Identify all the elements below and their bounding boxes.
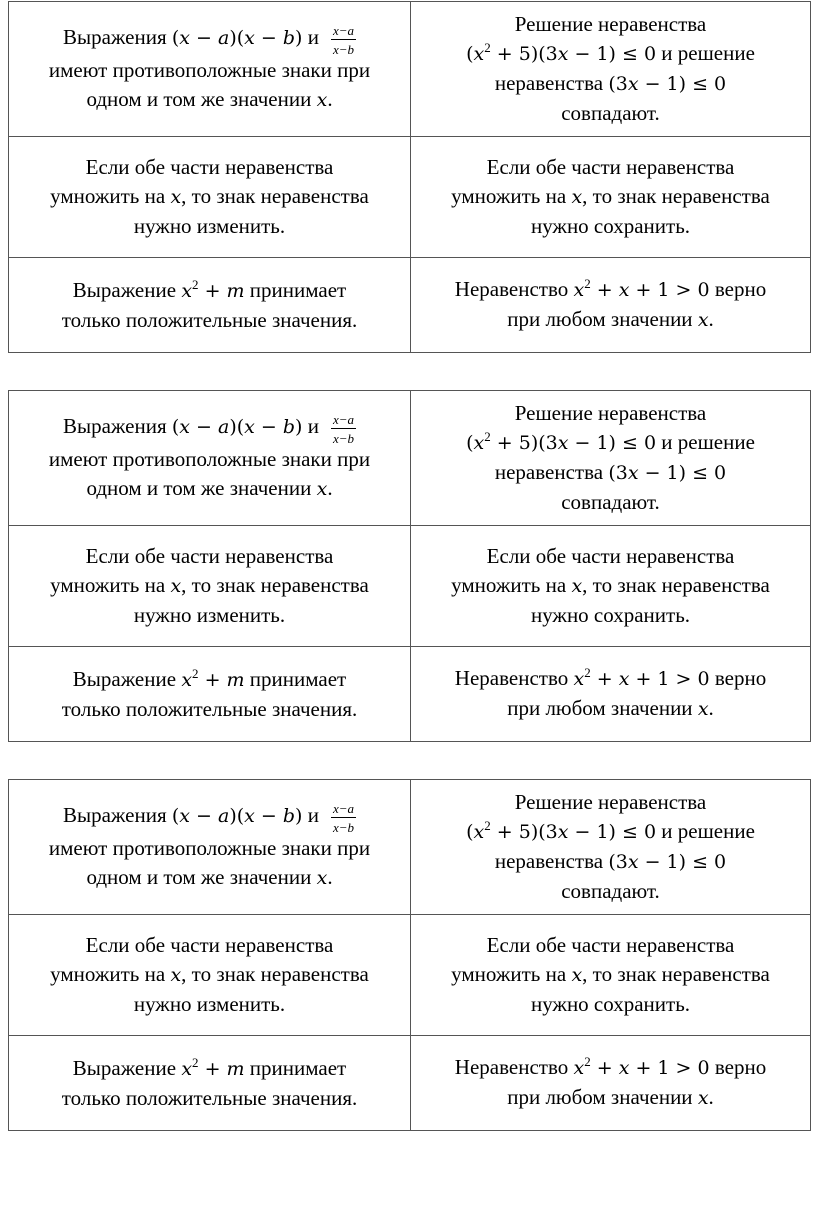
statement-text: Выражения bbox=[62, 25, 167, 50]
math-variable: 𝑥 bbox=[170, 575, 182, 597]
statement-text: принимает bbox=[244, 277, 347, 302]
punctuation: . bbox=[708, 1085, 714, 1109]
statement-text: Решение неравенства bbox=[514, 12, 707, 36]
math-variable: 𝑥 bbox=[697, 309, 709, 331]
statement-text: верно bbox=[709, 666, 767, 690]
statement-text: совпадают. bbox=[561, 879, 660, 903]
statement-text: только положительные значения. bbox=[61, 1085, 358, 1110]
statement-text: только положительные значения. bbox=[61, 696, 358, 721]
fraction-denominator: x−b bbox=[332, 41, 354, 57]
math-expression: + 𝑥 + 1 > 0 bbox=[590, 668, 710, 690]
statement-text: верно bbox=[709, 277, 767, 301]
statement-text: нужно сохранить. bbox=[530, 603, 691, 627]
exponent: 2 bbox=[192, 276, 199, 292]
statement-text: Выражения bbox=[62, 803, 167, 828]
card-expression-positive bbox=[9, 258, 411, 353]
statement-text: неравенства bbox=[494, 849, 609, 873]
statement-text: Неравенство bbox=[454, 666, 574, 690]
card-multiply-keep-sign bbox=[411, 526, 811, 647]
math-expression: + 𝑚 bbox=[198, 279, 245, 302]
math-variable: 𝑥 bbox=[170, 186, 182, 208]
punctuation: . bbox=[327, 864, 333, 889]
fraction-numerator: x−a bbox=[332, 800, 354, 816]
statement-text: , то знак неравенства bbox=[181, 184, 369, 208]
fraction-numerator: x−a bbox=[332, 22, 354, 38]
fraction-denominator: x−b bbox=[332, 819, 354, 835]
fraction-numerator: x−a bbox=[332, 411, 354, 427]
punctuation: . bbox=[327, 86, 333, 111]
statement-text: при любом значении bbox=[507, 307, 698, 331]
card-inequality-solutions-match bbox=[411, 2, 811, 137]
card-table-3 bbox=[8, 779, 811, 1131]
statement-text: умножить на bbox=[50, 573, 171, 597]
exponent: 2 bbox=[484, 818, 491, 833]
math-expression: (𝑥 bbox=[466, 432, 485, 454]
statement-text: умножить на bbox=[451, 573, 572, 597]
statement-text: неравенства bbox=[494, 71, 609, 95]
statement-text: Неравенство bbox=[454, 277, 574, 301]
card-multiply-change-sign bbox=[9, 526, 411, 647]
math-expression: (3𝑥 − 1) ≤ 0 bbox=[608, 851, 727, 873]
fraction-denominator: x−b bbox=[332, 430, 354, 446]
statement-text: и bbox=[307, 803, 319, 828]
math-expression: (𝑥 − 𝑎)(𝑥 − 𝑏) bbox=[171, 416, 303, 439]
statement-text: нужно сохранить. bbox=[530, 992, 691, 1016]
statement-text: нужно сохранить. bbox=[530, 214, 691, 238]
statement-text: при любом значении bbox=[507, 1085, 698, 1109]
statement-text: , то знак неравенства bbox=[181, 573, 369, 597]
statement-text: Решение неравенства bbox=[514, 401, 707, 425]
statement-text: Если обе части неравенства bbox=[486, 933, 735, 957]
statement-text: и решение bbox=[656, 819, 755, 843]
math-variable: 𝑥 bbox=[170, 964, 182, 986]
math-variable: 𝑥 bbox=[571, 964, 583, 986]
math-expression: (𝑥 bbox=[466, 43, 485, 65]
statement-text: Выражение bbox=[72, 1055, 182, 1080]
card-multiply-keep-sign bbox=[411, 137, 811, 258]
statement-text: Выражения bbox=[62, 414, 167, 439]
exponent: 2 bbox=[484, 429, 491, 444]
statement-text: Если обе части неравенства bbox=[486, 544, 735, 568]
statement-text: умножить на bbox=[451, 962, 572, 986]
exponent: 2 bbox=[192, 665, 199, 681]
card-expression-positive bbox=[9, 647, 411, 742]
card-inequality-always-true bbox=[411, 1036, 811, 1131]
card-inequality-always-true bbox=[411, 647, 811, 742]
math-expression: + 5)(3𝑥 − 1) ≤ 0 bbox=[490, 43, 657, 65]
statement-text: и bbox=[307, 25, 319, 50]
fraction bbox=[331, 413, 356, 445]
card-inequality-solutions-match bbox=[411, 780, 811, 915]
statement-text: нужно изменить. bbox=[133, 992, 286, 1016]
statement-text: только положительные значения. bbox=[61, 307, 358, 332]
math-expression: + 5)(3𝑥 − 1) ≤ 0 bbox=[490, 432, 657, 454]
punctuation: . bbox=[708, 307, 714, 331]
math-expression: (𝑥 − 𝑎)(𝑥 − 𝑏) bbox=[171, 27, 303, 50]
statement-text: неравенства bbox=[494, 460, 609, 484]
statement-text: Если обе части неравенства bbox=[85, 933, 334, 957]
card-expression-positive bbox=[9, 1036, 411, 1131]
card-table-1 bbox=[8, 1, 811, 353]
math-expression: + 5)(3𝑥 − 1) ≤ 0 bbox=[490, 821, 657, 843]
card-expressions-opposite-signs bbox=[9, 391, 411, 526]
statement-text: при любом значении bbox=[507, 696, 698, 720]
statement-text: умножить на bbox=[50, 184, 171, 208]
statement-text: Неравенство bbox=[454, 1055, 574, 1079]
card-expressions-opposite-signs bbox=[9, 780, 411, 915]
statement-text: совпадают. bbox=[561, 101, 660, 125]
math-variable: 𝑥 bbox=[181, 668, 193, 691]
statement-text: умножить на bbox=[451, 184, 572, 208]
math-expression: + 𝑚 bbox=[198, 668, 245, 691]
math-variable: 𝑥 bbox=[316, 477, 328, 500]
fraction bbox=[331, 24, 356, 56]
statement-text: , то знак неравенства bbox=[582, 573, 770, 597]
exponent: 2 bbox=[584, 1054, 591, 1069]
card-multiply-keep-sign bbox=[411, 915, 811, 1036]
math-variable: 𝑥 bbox=[697, 698, 709, 720]
statement-text: умножить на bbox=[50, 962, 171, 986]
statement-text: Выражение bbox=[72, 666, 182, 691]
math-variable: 𝑥 bbox=[573, 1057, 585, 1079]
statement-text: имеют противоположные знаки при bbox=[48, 57, 371, 82]
statement-text: и bbox=[307, 414, 319, 439]
exponent: 2 bbox=[584, 276, 591, 291]
math-expression: (𝑥 bbox=[466, 821, 485, 843]
math-variable: 𝑥 bbox=[571, 186, 583, 208]
exponent: 2 bbox=[484, 40, 491, 55]
statement-text: , то знак неравенства bbox=[582, 962, 770, 986]
math-variable: 𝑥 bbox=[573, 668, 585, 690]
math-expression: + 𝑥 + 1 > 0 bbox=[590, 1057, 710, 1079]
statement-text: верно bbox=[709, 1055, 767, 1079]
math-expression: (𝑥 − 𝑎)(𝑥 − 𝑏) bbox=[171, 805, 303, 828]
statement-text: , то знак неравенства bbox=[181, 962, 369, 986]
punctuation: . bbox=[327, 475, 333, 500]
exponent: 2 bbox=[192, 1054, 199, 1070]
statement-text: принимает bbox=[244, 1055, 347, 1080]
statement-text: нужно изменить. bbox=[133, 214, 286, 238]
statement-text: имеют противоположные знаки при bbox=[48, 835, 371, 860]
statement-text: и решение bbox=[656, 41, 755, 65]
statement-text: имеют противоположные знаки при bbox=[48, 446, 371, 471]
math-variable: 𝑥 bbox=[181, 279, 193, 302]
statement-text: одном и том же значении bbox=[86, 475, 312, 500]
card-table-2 bbox=[8, 390, 811, 742]
statement-text: одном и том же значении bbox=[86, 864, 312, 889]
statement-text: , то знак неравенства bbox=[582, 184, 770, 208]
statement-text: Решение неравенства bbox=[514, 790, 707, 814]
exponent: 2 bbox=[584, 665, 591, 680]
statement-text: Если обе части неравенства bbox=[85, 544, 334, 568]
statement-text: нужно изменить. bbox=[133, 603, 286, 627]
math-expression: + 𝑚 bbox=[198, 1057, 245, 1080]
card-expressions-opposite-signs bbox=[9, 2, 411, 137]
statement-text: Если обе части неравенства bbox=[85, 155, 334, 179]
statement-text: и решение bbox=[656, 430, 755, 454]
card-inequality-always-true bbox=[411, 258, 811, 353]
statement-text: Выражение bbox=[72, 277, 182, 302]
statement-text: совпадают. bbox=[561, 490, 660, 514]
math-expression: (3𝑥 − 1) ≤ 0 bbox=[608, 73, 727, 95]
card-multiply-change-sign bbox=[9, 915, 411, 1036]
math-variable: 𝑥 bbox=[316, 88, 328, 111]
math-variable: 𝑥 bbox=[181, 1057, 193, 1080]
statement-text: одном и том же значении bbox=[86, 86, 312, 111]
math-expression: + 𝑥 + 1 > 0 bbox=[590, 279, 710, 301]
math-expression: (3𝑥 − 1) ≤ 0 bbox=[608, 462, 727, 484]
math-variable: 𝑥 bbox=[697, 1087, 709, 1109]
statement-text: Если обе части неравенства bbox=[486, 155, 735, 179]
card-inequality-solutions-match bbox=[411, 391, 811, 526]
punctuation: . bbox=[708, 696, 714, 720]
fraction bbox=[331, 802, 356, 834]
math-variable: 𝑥 bbox=[573, 279, 585, 301]
statement-text: принимает bbox=[244, 666, 347, 691]
card-multiply-change-sign bbox=[9, 137, 411, 258]
math-variable: 𝑥 bbox=[316, 866, 328, 889]
math-variable: 𝑥 bbox=[571, 575, 583, 597]
